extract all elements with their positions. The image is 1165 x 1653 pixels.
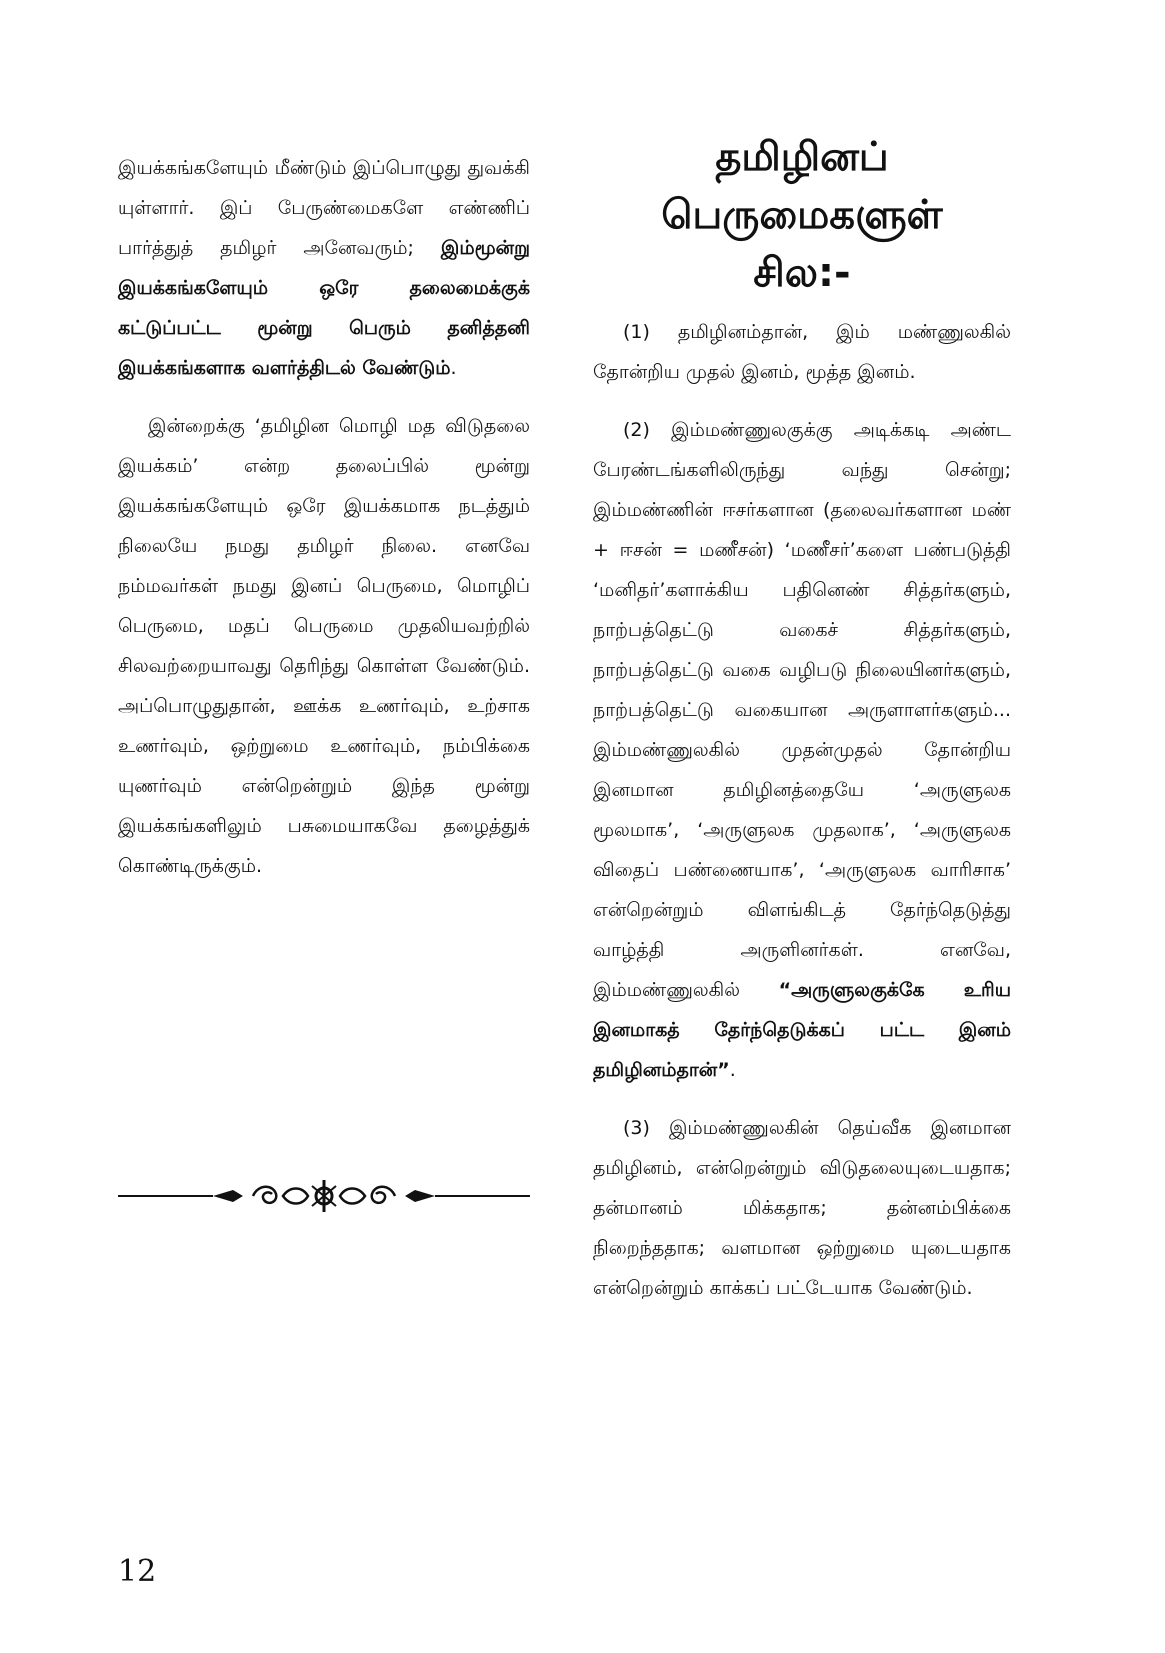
left-paragraph-1-text: இயக்கங்களேயும் மீண்டும் இப்பொழுது துவக்கி யுள்ளார். இப் பேருண்மைகளே எண்ணிப் பார்த்துத் தமிழர் அனேவரும்;: [118, 157, 530, 259]
right-paragraph-2-text: (2) இம்மண்ணுலகுக்கு அடிக்கடி அண்ட பேரண்டங்களிலிருந்து வந்து சென்று; இம்மண்ணின் ஈசர்களான (தலைவர்களான மண் + ஈசன் = மணீசன்) ‘மணீசர்’களை பண்படுத்தி ‘மனிதர்’களாக்கிய பதினெண் சித்தர்களும், நாற்பத்தெட்டு வகைச் சித்தர்களும், நாற்பத்தெட்டு வகை வழிபடு நிலையினர்களும், நாற்பத்தெட்டு வகையான அருளாளர்களும்... இம்மண்ணுலகில் முதன்முதல் தோன்றிய இனமான தமிழினத்தையே ‘அருளுலக மூலமாக’, ‘அருளுலக முதலாக’, ‘அருளுலக விதைப் பண்ணையாக’, ‘அருளுலக வாரிசாக’ என்றென்றும் விளங்கிடத் தேர்ந்தெடுத்து வாழ்த்தி அருளினர்கள். எனவே, இம்மண்ணுலகில்: [593, 419, 1011, 1001]
left-paragraph-1-bold: இம்மூன்று இயக்கங்களேயும் ஒரே தலைமைக்குக் கட்டுப்பட்ட மூன்று பெரும் தனித்தனி இயக்கங்களாக வளர்த்திடல் வேண்டும்: [118, 237, 530, 379]
section-title: [593, 128, 1011, 302]
right-paragraph-3: (3) இம்மண்ணுலகின் தெய்வீக இனமான தமிழினம், என்றென்றும் விடுதலையுடையதாக; தன்மானம் மிக்கதாக; தன்னம்பிக்கை நிறைந்ததாக; வளமான ஒற்றுமை யுடையதாக என்றென்றும் காக்கப் பட்டேயாக வேண்டும்.: [593, 1117, 1011, 1299]
right-paragraph-2-bold: “அருளுலகுக்கே உரிய இனமாகத் தேர்ந்தெடுக்கப் பட்ட இனம் தமிழினம்தான்”: [593, 979, 1011, 1081]
right-paragraph-2-end: .: [729, 1059, 736, 1081]
left-paragraph-1-end: .: [450, 357, 457, 379]
page-number: 12: [118, 1554, 157, 1589]
right-column: [593, 128, 1011, 1308]
section-title-line-3: சில:-: [753, 250, 851, 296]
left-column: [118, 148, 530, 886]
left-paragraph-1: [118, 148, 530, 388]
section-title-line-2: பெருமைகளுள்: [661, 192, 943, 238]
ornamental-divider: [118, 1176, 530, 1216]
left-paragraph-2: இன்றைக்கு ‘தமிழின மொழி மத விடுதலை இயக்கம்’ என்ற தலைப்பில் மூன்று இயக்கங்களேயும் ஒரே இயக்கமாக நடத்தும் நிலையே நமது தமிழர் நிலை. எனவே நம்மவர்கள் நமது இனப் பெருமை, மொழிப் பெருமை, மதப் பெருமை முதலியவற்றில் சிலவற்றையாவது தெரிந்து கொள்ள வேண்டும். அப்பொழுதுதான், ஊக்க உணர்வும், உற்சாக உணர்வும், ஒற்றுமை உணர்வும், நம்பிக்கை யுணர்வும் என்றென்றும் இந்த மூன்று இயக்கங்களிலும் பசுமையாகவே தழைத்துக் கொண்டிருக்கும்.: [118, 415, 530, 877]
right-paragraph-1: (1) தமிழினம்தான், இம் மண்ணுலகில் தோன்றிய முதல் இனம், மூத்த இனம்.: [593, 321, 1011, 383]
section-title-line-1: தமிழினப்: [715, 134, 889, 180]
right-paragraph-2: [593, 410, 1011, 1090]
